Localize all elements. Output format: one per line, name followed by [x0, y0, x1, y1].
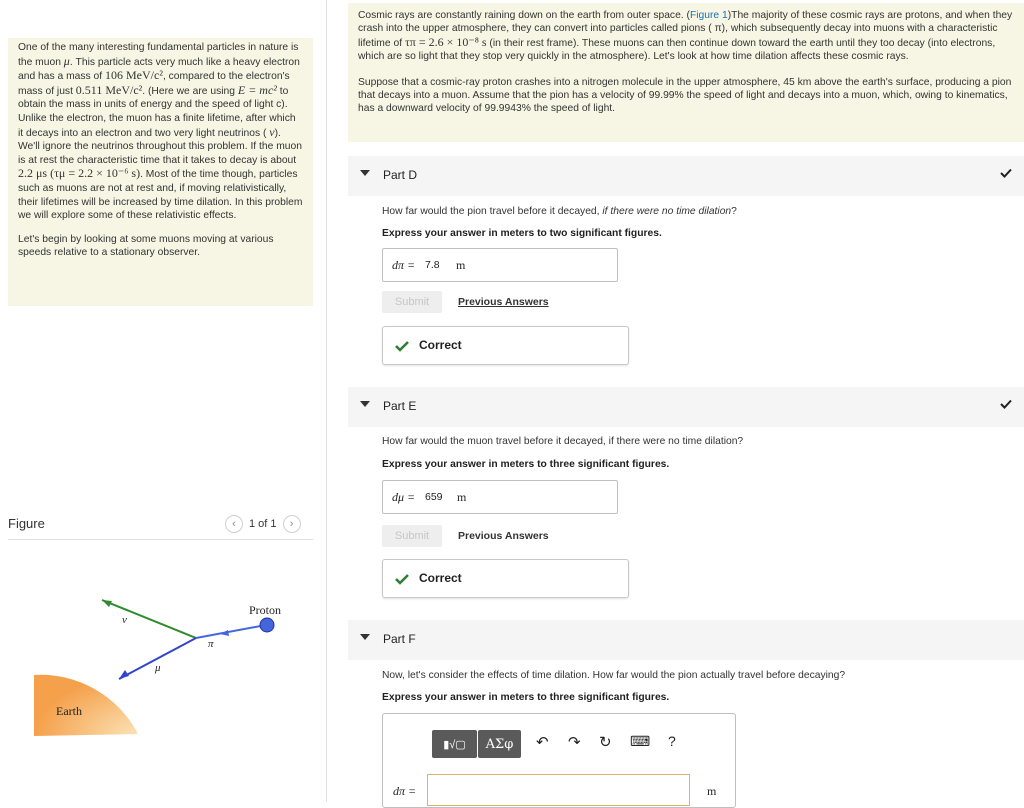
answer-value: 659: [425, 491, 443, 503]
greek-symbols-button[interactable]: ΑΣφ: [478, 730, 521, 758]
figure-page-indicator: 1 of 1: [249, 518, 277, 530]
part-f-header[interactable]: [348, 620, 1024, 660]
problem-text: )The majority of these cosmic rays are protons, and when they crash into the upper atmosphere, they can convert into particles called pions ( π), which subsequently decay into muons with a characteristic lifetime of: [358, 10, 1013, 49]
nu-label: ν: [122, 614, 127, 626]
help-icon[interactable]: ?: [668, 733, 676, 749]
proton-dot: [260, 618, 274, 632]
electron-mass: 0.511 MeV/c²: [75, 82, 143, 97]
feedback-text: Correct: [419, 338, 462, 352]
emc2-formula: E = mc²: [237, 82, 277, 97]
problem-text: (in their rest frame). These muons can then continue down toward the earth until they too decay (into electrons, which are so light that they stop very quickly in the atmosphere). Let's look at how time dilation affects these cosmic rays.: [358, 37, 996, 63]
checkmark-icon: [1000, 398, 1012, 410]
part-e-submit-button[interactable]: Submit: [382, 525, 442, 547]
muon-arrowhead: [119, 670, 129, 679]
right-pane: [348, 0, 1024, 802]
cosmic-ray-figure: [20, 586, 300, 736]
intro-paragraph-2: Let's begin by looking at some muons moving at various speeds relative to a stationary observer.: [18, 233, 274, 259]
caret-down-icon: [360, 401, 370, 407]
redo-icon[interactable]: ↷: [568, 734, 581, 751]
figure-header: [8, 512, 313, 540]
part-d-title: Part D: [383, 168, 418, 182]
figure-link[interactable]: Figure 1: [689, 10, 728, 21]
earth-shape: [34, 675, 138, 736]
checkmark-icon: [1000, 167, 1012, 179]
part-e-question: How far would the muon travel before it decayed, if there were no time dilation?: [382, 436, 744, 447]
part-e-previous-answers-link[interactable]: Previous Answers: [458, 530, 549, 542]
nu-symbol: ν: [269, 124, 275, 139]
answer-unit: m: [456, 258, 466, 272]
figure-pager: [225, 515, 301, 533]
part-f-answer-editor: [382, 713, 736, 808]
problem-statement: [348, 3, 1024, 142]
left-pane: [0, 0, 326, 802]
earth-label: Earth: [56, 704, 82, 718]
templates-button[interactable]: ▮√▢: [432, 730, 477, 758]
part-e-title: Part E: [383, 399, 417, 413]
answer-label: dμ =: [392, 490, 416, 504]
part-d-previous-answers-link[interactable]: Previous Answers: [458, 296, 549, 308]
problem-paragraph-1: [358, 9, 1014, 64]
undo-icon[interactable]: ↶: [536, 734, 549, 751]
part-d-question: [382, 206, 737, 217]
pion-lifetime: τπ = 2.6 × 10⁻⁸ s: [404, 34, 487, 49]
part-e-feedback: [382, 559, 629, 598]
correct-check-icon: [395, 573, 409, 585]
chevron-left-icon[interactable]: ‹: [225, 515, 243, 533]
question-emphasis: if there were no time dilation: [602, 206, 732, 217]
answer-unit: m: [457, 490, 467, 504]
pion-track: [196, 625, 266, 638]
part-d-answer-field[interactable]: [382, 248, 618, 282]
intro-text: ). We'll ignore the neutrinos throughout this problem. If the muon is at rest the characteristic time that it takes to decay is about: [18, 127, 302, 166]
correct-check-icon: [395, 340, 409, 352]
part-d-instruction: Express your answer in meters to two significant figures.: [382, 228, 662, 239]
part-f-answer-input[interactable]: [427, 774, 690, 806]
pi-label: π: [208, 638, 214, 650]
intro-paragraph-1: [18, 41, 303, 223]
intro-text: . This particle acts very much like a heavy electron and has a mass of: [18, 56, 300, 83]
neutrino-track: [102, 600, 196, 638]
caret-down-icon: [360, 170, 370, 176]
intro-text: , compared to the electron's mass of just: [18, 71, 290, 97]
answer-label: dπ =: [393, 784, 417, 798]
feedback-text: Correct: [419, 571, 462, 585]
part-e-answer-field[interactable]: [382, 480, 618, 514]
proton-label: Proton: [249, 603, 282, 617]
neutrino-arrowhead: [102, 600, 112, 607]
part-d-submit-button[interactable]: Submit: [382, 291, 442, 313]
intro-text: to obtain the mass in units of energy and the speed of light c). Unlike the electron, the muon has a finite lifetime, after which it decays into an electron and two very light neutrinos (: [18, 85, 296, 139]
part-e-instruction: Express your answer in meters to three significant figures.: [382, 459, 670, 470]
intro-text: One of the many interesting fundamental particles in nature is the muon: [18, 42, 299, 68]
pane-divider: [326, 0, 327, 802]
problem-paragraph-2: Suppose that a cosmic-ray proton crashes into a nitrogen molecule in the upper atmosphere, 45 km above the earth's surface, producing a pion that decays into a muon. Assume that the pion has a velocity of 99.99% the speed of light and decays into a muon, which, owing to kinematics, has a downward velocity of 99.9943% the speed of light.: [358, 76, 1012, 115]
muon-mass: 106 MeV/c²: [105, 68, 163, 83]
answer-unit: m: [707, 784, 717, 798]
part-e-header[interactable]: [348, 387, 1024, 427]
reset-icon[interactable]: ↻: [599, 734, 612, 751]
part-f-instruction: Express your answer in meters to three significant figures.: [382, 692, 670, 703]
chevron-right-icon[interactable]: ›: [283, 515, 301, 533]
part-d-header[interactable]: [348, 156, 1024, 196]
keyboard-icon[interactable]: ⌨: [630, 733, 651, 749]
mu-label: μ: [155, 662, 161, 674]
intro-text-panel: [8, 38, 313, 306]
part-d-feedback: [382, 326, 629, 365]
question-text: ?: [731, 206, 737, 217]
part-f-question: Now, let's consider the effects of time dilation. How far would the pion actually travel before decaying?: [382, 670, 846, 681]
answer-label: dπ =: [392, 258, 416, 272]
caret-down-icon: [360, 634, 370, 640]
figure-title: Figure: [8, 516, 45, 531]
intro-text: . Most of the time though, particles such as muons are not at rest and, if moving relativistically, their lifetimes will be increased by time dilation. In this problem we will explore some of these relativistic effects.: [18, 169, 303, 222]
part-f-title: Part F: [383, 632, 416, 646]
intro-text: . (Here we are using: [142, 85, 238, 97]
answer-value: 7.8: [425, 259, 440, 271]
mu-symbol: μ: [63, 53, 70, 68]
problem-text: Cosmic rays are constantly raining down on the earth from outer space. (: [358, 10, 690, 21]
question-text: How far would the pion travel before it decayed,: [382, 206, 603, 217]
muon-lifetime: 2.2 μs (τμ = 2.2 × 10⁻⁶ s): [18, 166, 141, 181]
